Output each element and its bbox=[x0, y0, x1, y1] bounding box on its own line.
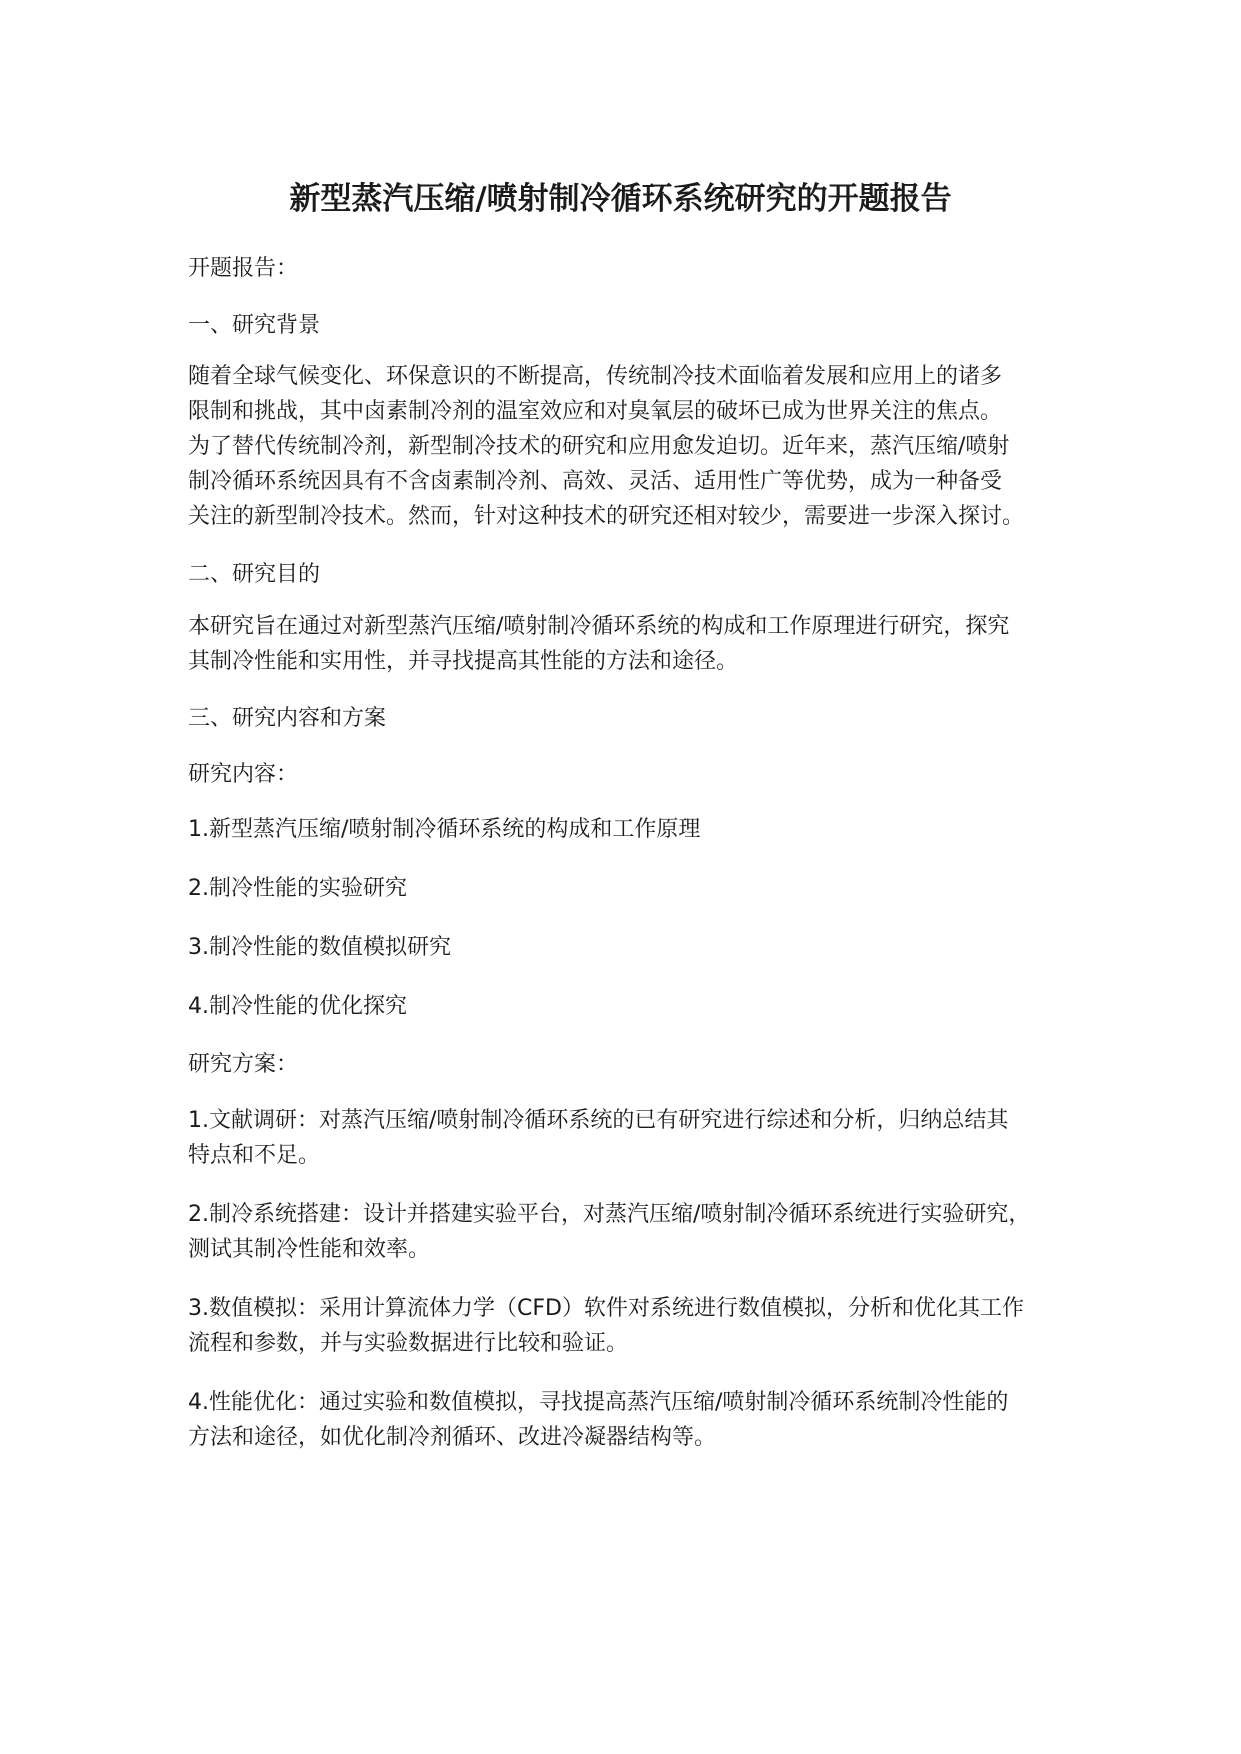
plan-item-line: 方法和途径，如优化制冷剂循环、改进冷凝器结构等。 bbox=[188, 1425, 717, 1450]
section-1-line: 随着全球气候变化、环保意识的不断提高，传统制冷技术面临着发展和应用上的诸多 bbox=[188, 364, 1003, 389]
section-2-line: 本研究旨在通过对新型蒸汽压缩/喷射制冷循环系统的构成和工作原理进行研究，探究 bbox=[188, 614, 1010, 639]
plan-item-line: 测试其制冷性能和效率。 bbox=[188, 1237, 431, 1262]
plan-item-line: 流程和参数，并与实验数据进行比较和验证。 bbox=[188, 1331, 629, 1356]
report-label: 开题报告： bbox=[188, 256, 299, 281]
section-1-line: 为了替代传统制冷剂，新型制冷技术的研究和应用愈发迫切。近年来，蒸汽压缩/喷射 bbox=[188, 434, 1010, 459]
research-content-label: 研究内容： bbox=[188, 762, 299, 787]
content-item: 1.新型蒸汽压缩/喷射制冷循环系统的构成和工作原理 bbox=[188, 817, 701, 842]
plan-item-line: 1.文献调研：对蒸汽压缩/喷射制冷循环系统的已有研究进行综述和分析，归纳总结其 bbox=[188, 1108, 1009, 1133]
content-item: 4.制冷性能的优化探究 bbox=[188, 994, 407, 1019]
content-item: 2.制冷性能的实验研究 bbox=[188, 876, 407, 901]
research-plan-label: 研究方案： bbox=[188, 1052, 299, 1077]
section-1-heading: 一、研究背景 bbox=[188, 313, 321, 338]
section-3-heading: 三、研究内容和方案 bbox=[188, 706, 387, 731]
section-1-line: 限制和挑战，其中卤素制冷剂的温室效应和对臭氧层的破坏已成为世界关注的焦点。 bbox=[188, 399, 1003, 424]
plan-item-line: 特点和不足。 bbox=[188, 1143, 321, 1168]
section-1-line: 关注的新型制冷技术。然而，针对这种技术的研究还相对较少，需要进一步深入探讨。 bbox=[188, 504, 1025, 529]
plan-item-line: 2.制冷系统搭建：设计并搭建实验平台，对蒸汽压缩/喷射制冷循环系统进行实验研究， bbox=[188, 1202, 1031, 1227]
section-1-line: 制冷循环系统因具有不含卤素制冷剂、高效、灵活、适用性广等优势，成为一种备受 bbox=[188, 469, 1003, 494]
document-title: 新型蒸汽压缩/喷射制冷循环系统研究的开题报告 bbox=[289, 181, 952, 217]
plan-item-line: 4.性能优化：通过实验和数值模拟，寻找提高蒸汽压缩/喷射制冷循环系统制冷性能的 bbox=[188, 1390, 1009, 1415]
section-2-heading: 二、研究目的 bbox=[188, 562, 321, 587]
plan-item-line: 3.数值模拟：采用计算流体力学（CFD）软件对系统进行数值模拟，分析和优化其工作 bbox=[188, 1296, 1024, 1321]
content-item: 3.制冷性能的数值模拟研究 bbox=[188, 935, 451, 960]
section-2-line: 其制冷性能和实用性，并寻找提高其性能的方法和途径。 bbox=[188, 649, 739, 674]
